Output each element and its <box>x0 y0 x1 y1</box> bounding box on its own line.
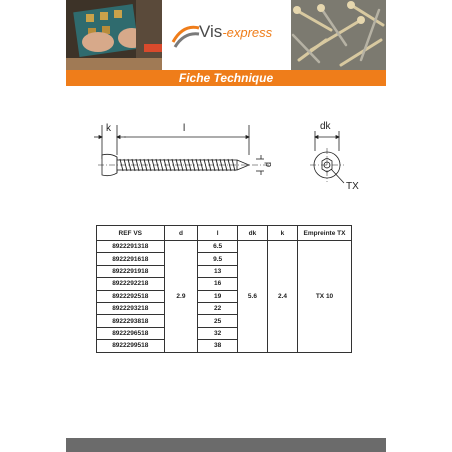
dim-label-l: l <box>183 123 186 134</box>
ref-cell: 8922291318 <box>97 241 165 253</box>
screw-head-view <box>310 131 344 183</box>
l-cell: 38 <box>198 340 238 352</box>
col-tx: Empreinte TX <box>298 226 352 241</box>
brand-name <box>199 22 272 42</box>
d-cell: 2.9 <box>164 241 198 353</box>
dim-label-d: d <box>263 161 273 167</box>
screws-photo <box>291 0 386 70</box>
footer-bar <box>66 438 386 452</box>
l-cell: 22 <box>198 302 238 314</box>
banner-title: Fiche Technique <box>178 71 274 85</box>
ref-cell: 8922292518 <box>97 290 165 302</box>
vis-express-logo <box>171 18 291 54</box>
l-cell: 16 <box>198 278 238 290</box>
dim-label-dk: dk <box>320 121 331 132</box>
ref-cell: 8922293818 <box>97 315 165 327</box>
title-banner <box>66 70 386 86</box>
l-cell: 9.5 <box>198 253 238 265</box>
brand-main: Vis <box>199 22 223 41</box>
swoosh-icon <box>171 20 201 50</box>
l-cell: 6.5 <box>198 241 238 253</box>
ref-cell: 8922296518 <box>97 327 165 339</box>
l-cell: 32 <box>198 327 238 339</box>
l-cell: 19 <box>198 290 238 302</box>
col-k: k <box>267 226 297 241</box>
table-row <box>97 241 352 253</box>
dim-label-tx: TX <box>346 181 359 192</box>
technical-drawing <box>66 115 386 205</box>
dim-label-k: k <box>106 123 111 134</box>
col-d: d <box>164 226 198 241</box>
ref-cell: 8922293218 <box>97 302 165 314</box>
tools-photo <box>66 0 162 70</box>
col-ref: REF VS <box>97 226 165 241</box>
tx-cell: TX 10 <box>298 241 352 353</box>
ref-cell: 8922291918 <box>97 265 165 277</box>
ref-cell: 8922299518 <box>97 340 165 352</box>
l-cell: 13 <box>198 265 238 277</box>
col-l: l <box>198 226 238 241</box>
dk-cell: 5.6 <box>237 241 267 353</box>
l-cell: 25 <box>198 315 238 327</box>
k-cell: 2.4 <box>267 241 297 353</box>
brand-accent: -express <box>222 25 273 40</box>
ref-cell: 8922292218 <box>97 278 165 290</box>
specs-table <box>96 225 352 353</box>
table-header-row <box>97 226 352 241</box>
col-dk: dk <box>237 226 267 241</box>
ref-cell: 8922291618 <box>97 253 165 265</box>
header <box>66 0 386 70</box>
